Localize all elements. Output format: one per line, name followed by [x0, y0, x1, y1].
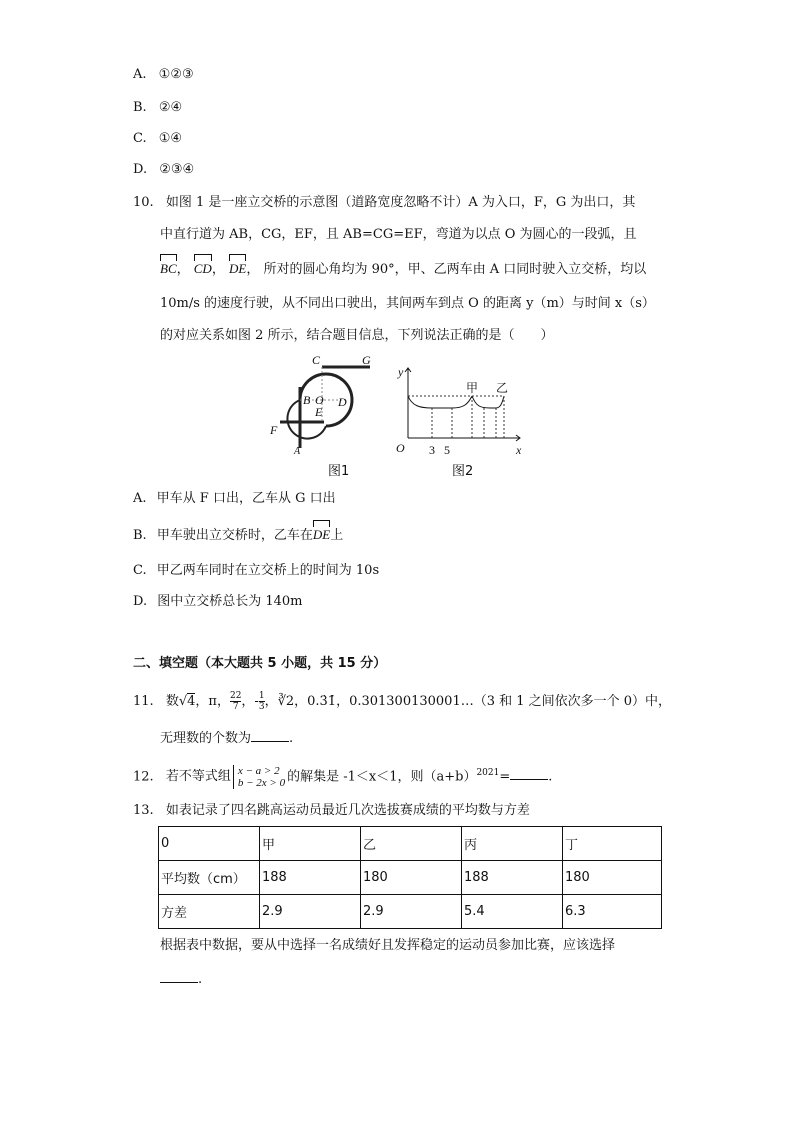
table-cell: 180	[563, 861, 662, 895]
table-row	[159, 861, 662, 895]
option-label: B.	[133, 528, 147, 543]
option-text-end: 上	[330, 528, 344, 543]
q10-option-d	[133, 593, 303, 611]
option-text: ①④	[158, 131, 183, 146]
table-cell: 188	[462, 861, 563, 895]
q12-line	[133, 764, 552, 789]
option-label: B.	[133, 100, 147, 115]
table-cell: 乙	[361, 827, 462, 861]
option-text: 甲车驶出立交桥时，乙车在	[156, 528, 313, 543]
option-label: D.	[133, 162, 148, 177]
question-number: 10.	[133, 195, 154, 210]
q9-option-d	[133, 161, 194, 179]
option-label: D.	[133, 594, 148, 609]
option-label: A.	[133, 491, 147, 506]
fig2-tick-5: 5	[444, 443, 450, 457]
fig2-label-x: x	[516, 443, 522, 457]
answer-blank[interactable]	[160, 970, 198, 983]
fig1-label-d: D	[338, 395, 347, 409]
q13-follow: 根据表中数据，要从中选择一名成绩好且发挥稳定的运动员参加比赛，应该选择	[160, 938, 616, 953]
scores-table	[158, 826, 662, 929]
q10-text-3: 所对的圆心角均为 90°，甲、乙两车由 A 口同时驶入立交桥，均以	[263, 262, 647, 277]
option-text: 图中立交桥总长为 140m	[157, 594, 303, 609]
fig1-label-c: C	[312, 353, 321, 367]
q11-text: ，π，	[195, 694, 230, 709]
q11-text-rest: ，∛2，0.3̇1̇，0.301300130001…（3 和 1 之间依次多一个 0）中，	[264, 694, 672, 709]
q10-option-b	[133, 526, 343, 545]
q13-answer-line	[160, 970, 202, 989]
exponent: 2021	[476, 768, 500, 778]
inequality-system	[233, 765, 285, 789]
q11-sep: ，-	[241, 694, 259, 709]
fraction-22-7	[230, 691, 241, 712]
option-text: 甲乙两车同时在立交桥上的时间为 10s	[156, 563, 380, 578]
option-label: C.	[133, 563, 147, 578]
q12-prefix: 若不等式组	[165, 769, 231, 785]
option-label: C.	[133, 131, 147, 146]
figure-1-interchange	[266, 352, 382, 458]
q10-option-c	[133, 562, 379, 580]
q10-option-a	[133, 490, 336, 508]
arc-de: DE	[312, 527, 331, 542]
q11-line-2	[160, 729, 293, 748]
q10-line-4: 10m/s 的速度行驶，从不同出口驶出，其间两车到点 O 的距离 y（m）与时间 x（s）	[160, 296, 655, 311]
table-cell: 方差	[159, 895, 260, 929]
q13-line	[133, 802, 530, 820]
table-cell: 甲	[260, 827, 361, 861]
arc-bc: BC	[160, 261, 177, 276]
equals-sign: =	[499, 769, 511, 785]
option-label: A.	[133, 67, 147, 82]
q10-line-2: 中直行道为 AB，CG，EF，且 AB=CG=EF，弯道为以点 O 为圆心的一段弧，且	[160, 227, 637, 242]
fig1-label-b: B	[303, 393, 311, 407]
fig1-label-e: E	[315, 405, 323, 419]
figure-2-caption: 图2	[452, 464, 474, 479]
frac-den: 7	[232, 702, 239, 712]
fig1-label-a: A	[294, 446, 301, 457]
q9-option-a	[133, 66, 194, 84]
q10-line-3: BC， CD， DE， 所对的圆心角均为 90°，甲、乙两车由 A 口同时驶入立交桥，均以	[160, 261, 647, 277]
arc-de: DE	[228, 261, 247, 276]
q9-option-c	[133, 130, 182, 148]
option-text: ②③④	[159, 162, 195, 177]
q10-line-1	[133, 194, 635, 212]
fig1-label-o: O	[315, 393, 324, 407]
fig2-label-yi: 乙	[496, 381, 509, 395]
figure-1-caption: 图1	[328, 464, 350, 479]
q11-line-1	[133, 691, 671, 712]
table-cell: 丙	[462, 827, 563, 861]
q10-text-1: 如图 1 是一座立交桥的示意图（道路宽度忽略不计）A 为入口，F，G 为出口，其	[165, 195, 636, 210]
fig1-label-g: G	[362, 353, 371, 367]
table-cell: 5.4	[462, 895, 563, 929]
fig2-label-jia: 甲	[466, 381, 479, 395]
q10-line-5: 的对应关系如图 2 所示，结合题目信息，下列说法正确的是（ ）	[160, 328, 554, 343]
table-cell: 丁	[563, 827, 662, 861]
question-number: 12.	[133, 769, 154, 785]
q11-prefix: 数	[165, 694, 179, 709]
option-text: 甲车从 F 口出，乙车从 G 口出	[156, 491, 336, 506]
table-header-row	[159, 827, 662, 861]
fig1-label-f: F	[270, 423, 278, 437]
q9-option-b	[133, 99, 182, 117]
q12-end: .	[548, 769, 553, 785]
q11-text-2: 无理数的个数为	[160, 731, 252, 746]
table-cell: 188	[260, 861, 361, 895]
option-text: ②④	[158, 100, 183, 115]
table-cell: 平均数（cm）	[159, 861, 260, 895]
question-number: 13.	[133, 803, 154, 818]
sqrt-4: √4	[178, 694, 196, 709]
arc-cd: CD	[193, 261, 212, 276]
answer-blank[interactable]	[510, 767, 548, 780]
frac-den: 3	[258, 702, 265, 712]
answer-blank[interactable]	[251, 729, 289, 742]
table-cell: 2.9	[361, 895, 462, 929]
fig2-label-o: O	[396, 441, 405, 455]
figure-2-distance-graph	[392, 362, 528, 458]
fig2-label-y: y	[398, 365, 404, 379]
table-row	[159, 895, 662, 929]
section-heading: 二、填空题（本大题共 5 小题，共 15 分）	[133, 656, 387, 671]
inequality-1: x − a > 2	[237, 764, 280, 777]
frac-num: 22	[229, 691, 242, 701]
inequality-2: b − 2x > 0	[237, 776, 286, 789]
q13-intro: 如表记录了四名跳高运动员最近几次选拔赛成绩的平均数与方差	[165, 803, 530, 818]
question-number: 11.	[133, 694, 154, 709]
option-text: ①②③	[158, 67, 194, 82]
q11-end: .	[289, 731, 294, 746]
frac-num: 1	[258, 691, 265, 701]
fig2-tick-3: 3	[429, 443, 435, 457]
table-cell: 0	[159, 827, 260, 861]
table-cell: 6.3	[563, 895, 662, 929]
q13-end: .	[198, 972, 203, 987]
table-cell: 180	[361, 861, 462, 895]
table-cell: 2.9	[260, 895, 361, 929]
q12-suffix: 的解集是 -1＜x＜1，则（a+b）	[287, 769, 477, 785]
